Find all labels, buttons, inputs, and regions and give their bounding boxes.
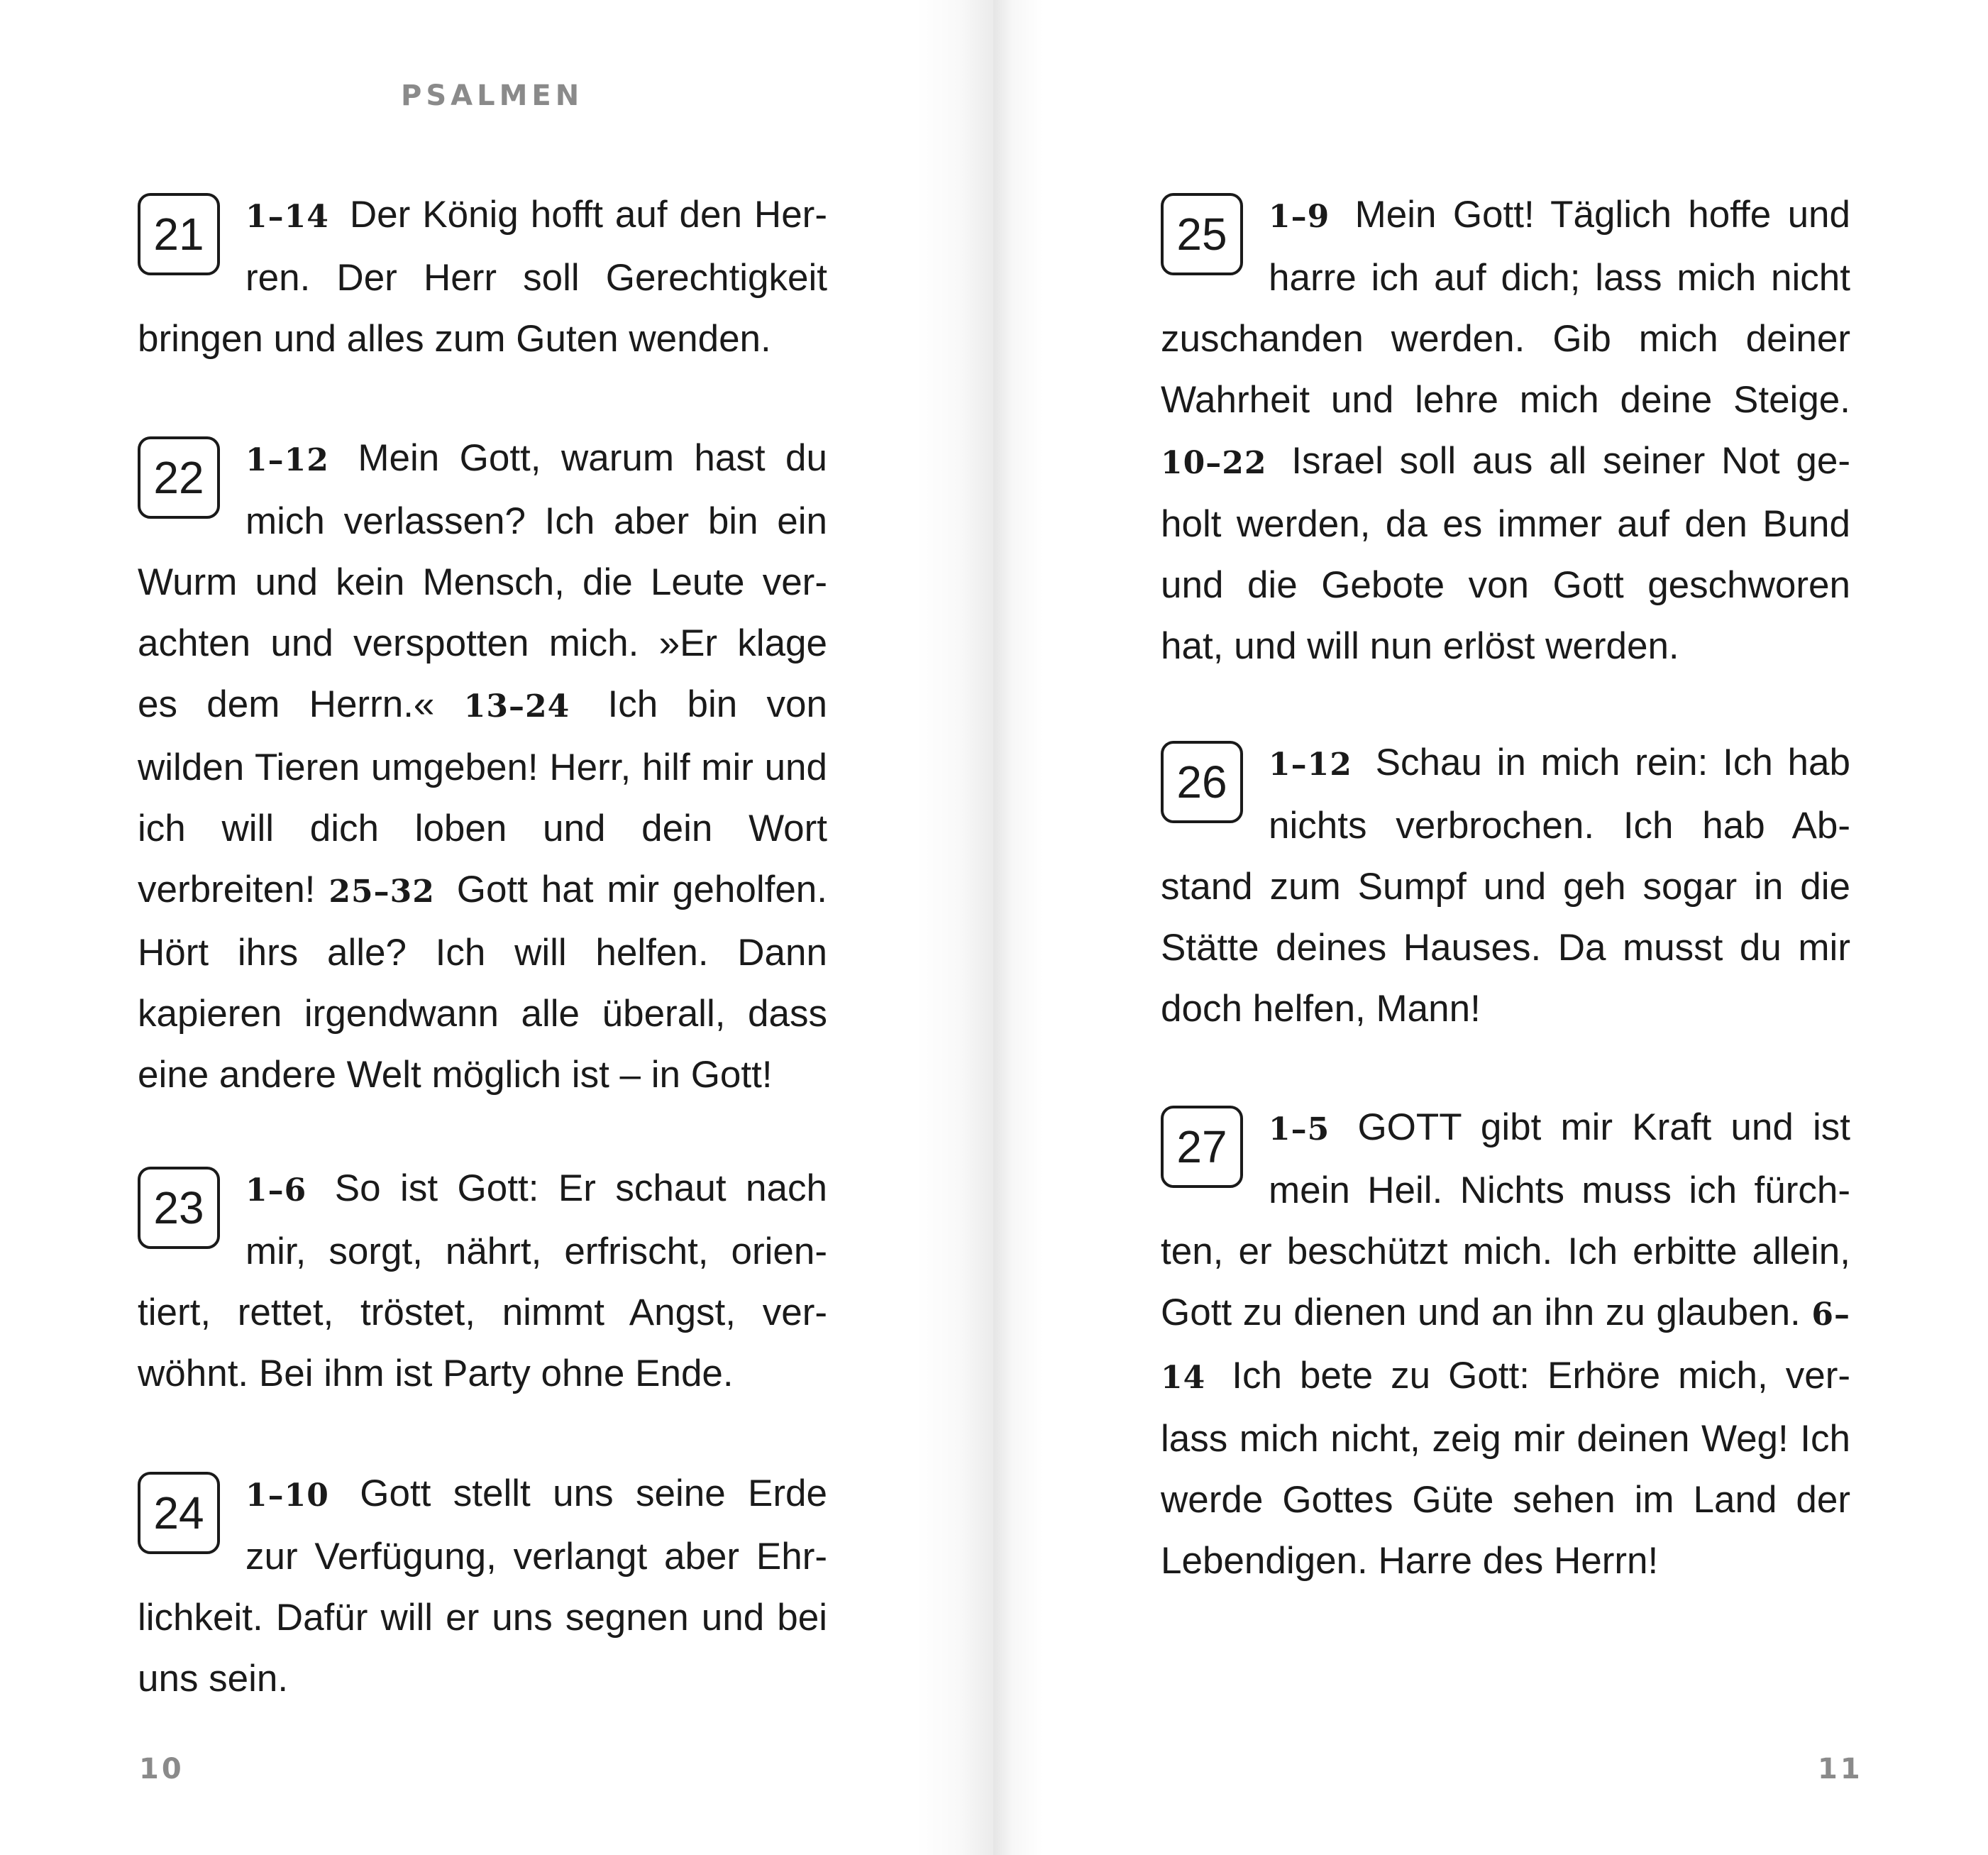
verse-range: 1–6 bbox=[245, 1172, 307, 1209]
page-number-left: 10 bbox=[139, 1753, 184, 1785]
psalm-26 bbox=[1161, 732, 1850, 1040]
psalm-number-box: 23 bbox=[138, 1167, 220, 1249]
verse-text: Schau in mich rein: Ich hab nichts verbrochen. Ich hab Abstand zum Sumpf und geh sogar in die Stätte deines Hauses. Da musst du mir doch helfen, Mann! bbox=[1161, 742, 1850, 1030]
psalm-21 bbox=[138, 185, 827, 370]
verse-range: 1–14 bbox=[245, 199, 329, 235]
verse-text: Mein Gott! Täglich hoffe und harre ich auf dich; lass mich nicht zuschanden werden. Gib mich deiner Wahrheit und lehre mich deine Steige. bbox=[1161, 194, 1850, 421]
psalm-24 bbox=[138, 1463, 827, 1710]
psalm-number-box: 26 bbox=[1161, 741, 1243, 823]
verse-text: Ich bin von wilden Tieren umgeben! Herr, hilf mir und ich will dich loben und dein Wort verbreiten! bbox=[138, 683, 827, 910]
gutter-shadow-right bbox=[993, 0, 1043, 1855]
verse-text: Israel soll aus all seiner Not geholt werden, da es immer auf den Bund und die Gebote von Gott geschworen hat, und will nun erlöst werden. bbox=[1161, 440, 1850, 667]
verse-text: Ich bete zu Gott: Erhöre mich, verlass mich nicht, zeig mir deinen Weg! Ich werde Gottes Güte sehen im Land der Lebendigen. Harre des Herrn! bbox=[1161, 1355, 1850, 1582]
verse-range: 10–22 bbox=[1161, 445, 1267, 481]
verse-range: 1–10 bbox=[245, 1477, 329, 1514]
psalm-number-box: 21 bbox=[138, 193, 220, 275]
verse-text: So ist Gott: Er schaut nach mir, sorgt, nährt, erfrischt, orientiert, rettet, tröstet, nimmt Angst, verwöhnt. Bei ihm ist Party ohne Ende. bbox=[138, 1167, 827, 1394]
psalm-number-box: 27 bbox=[1161, 1106, 1243, 1188]
verse-text: Der König hofft auf den Herren. Der Herr soll Gerechtigkeit bringen und alles zum Guten wenden. bbox=[138, 194, 827, 360]
verse-range: 1–12 bbox=[245, 442, 329, 478]
verse-text: Gott stellt uns seine Erde zur Verfügung, verlangt aber Ehrlichkeit. Dafür will er uns segnen und bei uns sein. bbox=[138, 1473, 827, 1700]
psalm-23 bbox=[138, 1158, 827, 1404]
verse-range: 6–14 bbox=[1161, 1297, 1850, 1396]
verse-text: GOTT gibt mir Kraft und ist mein Heil. Nichts muss ich fürchten, er beschützt mich. Ich erbitte allein, Gott zu dienen und an ihn zu glauben. bbox=[1161, 1106, 1851, 1333]
verse-text: Mein Gott, warum hast du mich verlassen? Ich aber bin ein Wurm und kein Mensch, die Leute verachten und verspotten mich. »Er klage es dem Herrn.« bbox=[138, 437, 827, 725]
verse-range: 25–32 bbox=[328, 874, 435, 910]
psalm-22 bbox=[138, 428, 827, 1106]
verse-text: Gott hat mir geholfen. Hört ihrs alle? Ich will helfen. Dann kapieren irgendwann alle überall, dass eine andere Welt möglich ist – in Gott! bbox=[138, 869, 827, 1096]
verse-range: 1–9 bbox=[1269, 199, 1330, 235]
psalm-number-box: 24 bbox=[138, 1472, 220, 1554]
psalm-number-box: 22 bbox=[138, 436, 220, 519]
verse-range: 1–5 bbox=[1269, 1111, 1330, 1147]
psalm-number-box: 25 bbox=[1161, 193, 1243, 275]
verse-range: 1–12 bbox=[1269, 747, 1352, 783]
left-page bbox=[0, 0, 993, 1855]
psalm-25 bbox=[1161, 185, 1850, 677]
running-head: PSALMEN bbox=[401, 79, 584, 112]
psalm-27 bbox=[1161, 1097, 1850, 1592]
verse-range: 13–24 bbox=[463, 688, 570, 725]
page-number-right: 11 bbox=[1818, 1753, 1863, 1785]
